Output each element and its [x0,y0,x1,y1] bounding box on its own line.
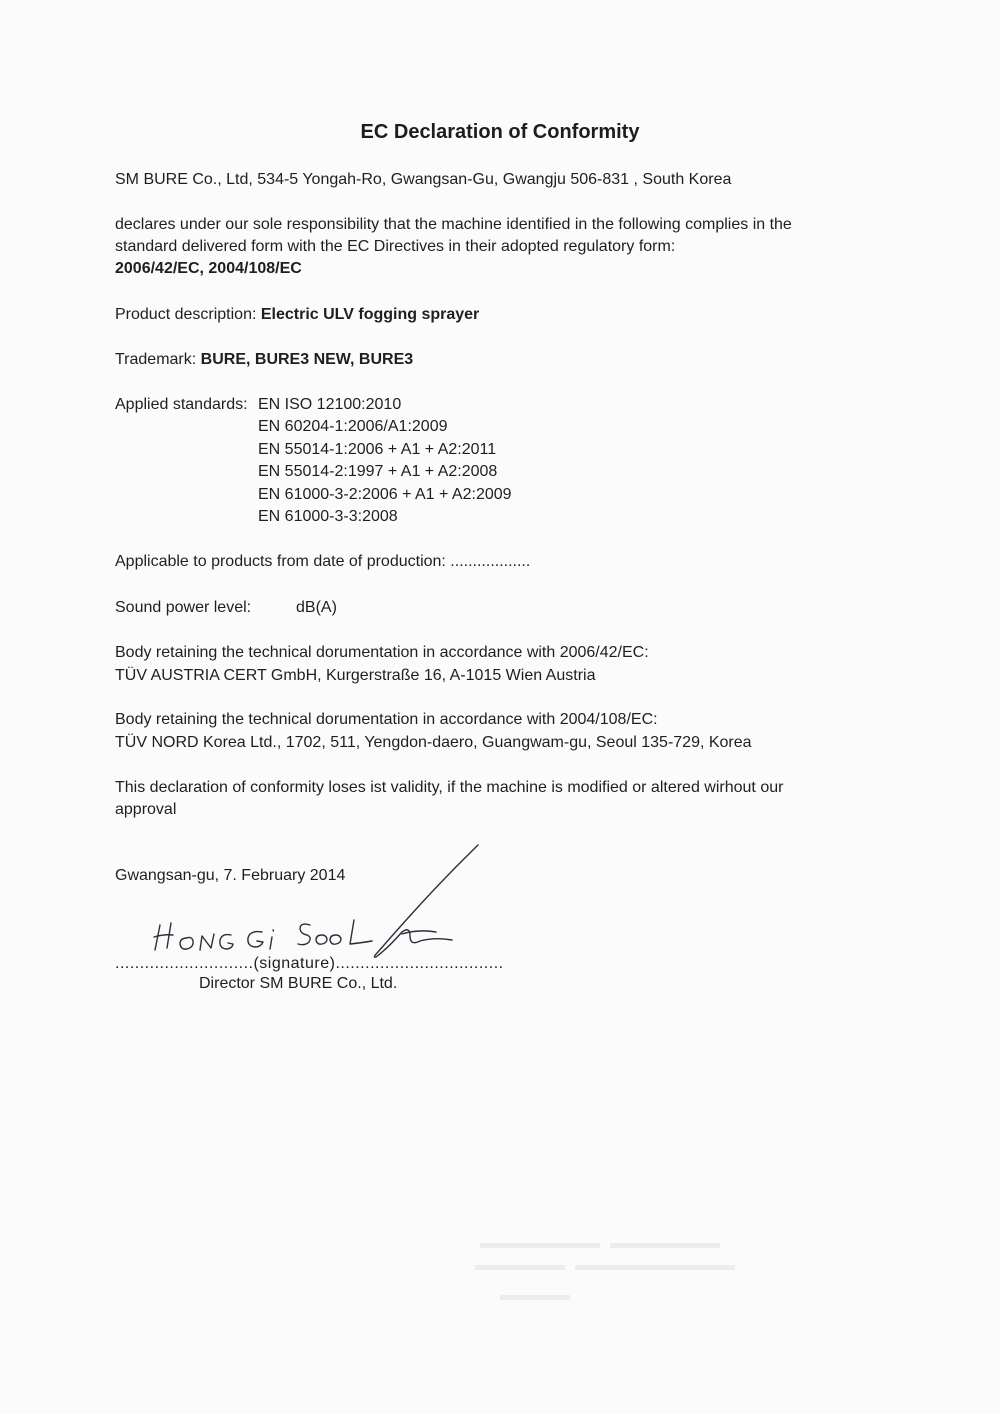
standard-item: EN 55014-2:1997 + A1 + A2:2008 [258,463,498,480]
document-title: EC Declaration of Conformity [360,121,640,143]
standard-item: EN 55014-1:2006 + A1 + A2:2011 [258,441,497,458]
standard-item: EN 61000-3-2:2006 + A1 + A2:2009 [258,486,512,503]
declaration-text-line2: standard delivered form with the EC Directives in their adopted regulatory form: [115,238,676,255]
standards-label: Applied standards: [115,396,248,413]
signature-line: ............................(signature).................................. [115,955,504,972]
product-value: Electric ULV fogging sprayer [260,306,480,323]
product-label: Product description: [115,306,261,323]
body1-line1: Body retaining the technical dorumentation in accordance with 2006/42/EC: [115,644,649,661]
paper-bleed-through [470,1235,770,1325]
standard-item: EN ISO 12100:2010 [258,396,402,413]
place-date: Gwangsan-gu, 7. February 2014 [115,867,346,884]
declaration-text-line1: declares under our sole responsibility that the machine identified in the following complies in the [115,216,792,233]
handwritten-signature [140,840,490,965]
validity-line2: approval [115,801,177,818]
trademark [115,349,413,371]
product-description [115,304,479,326]
body1-line2: TÜV AUSTRIA CERT GmbH, Kurgerstraße 16, A-1015 Wien Austria [115,667,596,684]
applicable-date: Applicable to products from date of production: .................. [115,553,531,570]
company-address: SM BURE Co., Ltd, 534-5 Yongah-Ro, Gwangsan-Gu, Gwangju 506-831 , South Korea [115,171,732,188]
sound-power-label: Sound power level: [115,599,252,616]
standard-item: EN 60204-1:2006/A1:2009 [258,418,448,435]
validity-line1: This declaration of conformity loses ist validity, if the machine is modified or altered wirhout our [115,779,784,796]
standard-item: EN 61000-3-3:2008 [258,508,398,525]
directives: 2006/42/EC, 2004/108/EC [115,260,302,277]
body2-line1: Body retaining the technical dorumentation in accordance with 2004/108/EC: [115,711,658,728]
body2-line2: TÜV NORD Korea Ltd., 1702, 511, Yengdon-daero, Guangwam-gu, Seoul 135-729, Korea [115,734,752,751]
sound-power-unit: dB(A) [296,599,337,616]
director-title: Director SM BURE Co., Ltd. [199,975,398,992]
trademark-value: BURE, BURE3 NEW, BURE3 [200,351,414,368]
trademark-label: Trademark: [115,351,201,368]
